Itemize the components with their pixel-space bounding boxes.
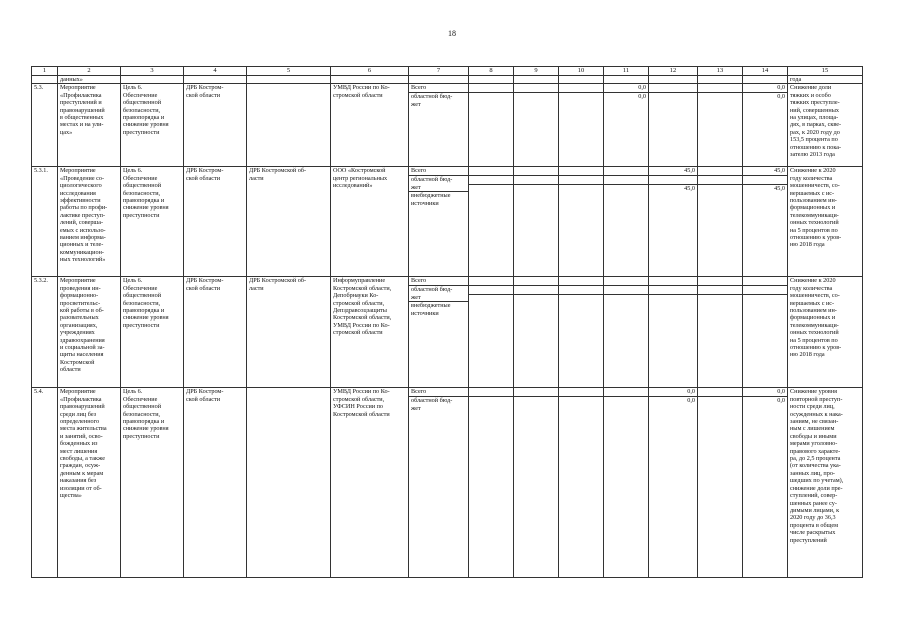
- year-col10-value: [559, 167, 603, 176]
- funding-source-value: внебюджетные источники: [411, 302, 451, 317]
- year-col13-value: [698, 84, 742, 93]
- row-number: 5.3.2.: [32, 277, 58, 388]
- continued-result-text: года: [788, 76, 863, 84]
- header-cell: 10: [559, 67, 604, 76]
- year-col12-value: [649, 295, 697, 303]
- year-col12-value: [649, 93, 697, 101]
- funding-source-cell: [409, 167, 469, 277]
- year-col9-value: [514, 397, 558, 405]
- year-col12-cell: [649, 388, 698, 578]
- expected-result: Снижение доли тяжких и особо тяжких преступле- ний, совершенных на улицах, площа- дях, в парках, скве- рах, к 2020 году до 153,5 процента по отношению к пока- зателю 2013 года: [788, 84, 863, 167]
- total-col14-value: [743, 295, 787, 303]
- year-col11-value: [604, 185, 648, 193]
- year-col12-cell: [649, 84, 698, 167]
- year-col8-cell: [469, 84, 514, 167]
- year-col12-value: [649, 176, 697, 185]
- funding-source-value: областной бюд- жет: [409, 176, 468, 192]
- coordinator: ДРБ Костром- ской области: [184, 388, 247, 578]
- funding-source-value: Всего: [409, 388, 468, 397]
- year-col12-value: [649, 277, 697, 286]
- funding-source-value: Всего: [409, 167, 468, 176]
- year-col9-cell: [514, 167, 559, 277]
- year-col11-value: [604, 397, 648, 405]
- row-number: 5.3.1.: [32, 167, 58, 277]
- empty-cell: [649, 76, 698, 84]
- year-col10-value: [559, 286, 603, 295]
- total-col14-cell: [743, 277, 788, 388]
- year-col11-value: 0,0: [604, 84, 648, 93]
- header-cell: 3: [121, 67, 184, 76]
- funding-source-value: внебюджетные источники: [411, 192, 451, 207]
- year-col10-cell: [559, 84, 604, 167]
- year-col11-value: [604, 176, 648, 185]
- year-col13-cell: [698, 167, 743, 277]
- page-number: 18: [448, 29, 456, 38]
- year-col8-value: [469, 295, 513, 303]
- year-col13-value: [698, 388, 742, 397]
- header-cell: 1: [32, 67, 58, 76]
- year-col11-value: [604, 277, 648, 286]
- year-col11-value: [604, 388, 648, 397]
- header-cell: 8: [469, 67, 514, 76]
- responsible-executor: ДРБ Костромской об- ласти: [247, 167, 331, 277]
- total-col14-value: [743, 176, 787, 185]
- participants: УМВД России по Ко- стромской области, УФСИН России по Костромской области: [331, 388, 409, 578]
- empty-cell: [604, 76, 649, 84]
- empty-cell: [32, 76, 58, 84]
- header-cell: 6: [331, 67, 409, 76]
- year-col13-value: [698, 185, 742, 193]
- continuation-row: [32, 76, 863, 84]
- table-row: [32, 388, 863, 578]
- total-col14-value: [743, 286, 787, 295]
- year-col8-cell: [469, 277, 514, 388]
- header-cell: 5: [247, 67, 331, 76]
- table-row: [32, 84, 863, 167]
- year-col11-cell: [604, 388, 649, 578]
- year-col13-value: [698, 286, 742, 295]
- empty-cell: [698, 76, 743, 84]
- year-col11-cell: [604, 167, 649, 277]
- responsible-executor: ДРБ Костромской об- ласти: [247, 277, 331, 388]
- year-col9-cell: [514, 388, 559, 578]
- year-col11-value: 0,0: [638, 93, 646, 101]
- total-col14-value: [743, 277, 787, 286]
- header-cell: 13: [698, 67, 743, 76]
- year-col12-value: 0,0: [687, 397, 695, 405]
- coordinator: ДРБ Костром- ской области: [184, 84, 247, 167]
- empty-cell: [469, 76, 514, 84]
- year-col10-value: [559, 176, 603, 185]
- table-row: [32, 277, 863, 388]
- year-col12-value: 0,0: [649, 388, 697, 397]
- activity-name: Мероприятие «Проведение со- циологического исследования эффективности работы по профи- лактике преступ- лений, соверша- емых с использо- ванием информа- ционных и теле- коммуникацион- ных технологий»: [58, 167, 121, 277]
- year-col13-value: [698, 295, 742, 303]
- year-col8-value: [469, 388, 513, 397]
- total-col14-value: 0,0: [777, 93, 785, 101]
- year-col12-cell: [649, 167, 698, 277]
- year-col8-value: [469, 277, 513, 286]
- funding-source-value: Всего: [409, 84, 468, 93]
- total-col14-value: 45,0: [743, 167, 787, 176]
- year-col8-value: [469, 286, 513, 295]
- year-col12-value: [649, 286, 697, 295]
- funding-source-cell: [409, 388, 469, 578]
- empty-cell: [743, 76, 788, 84]
- year-col11-cell: [604, 277, 649, 388]
- header-cell: 12: [649, 67, 698, 76]
- empty-cell: [409, 76, 469, 84]
- year-col10-cell: [559, 388, 604, 578]
- empty-cell: [331, 76, 409, 84]
- participants: ООО «Костромской центр региональных исследований»: [331, 167, 409, 277]
- year-col12-cell: [649, 277, 698, 388]
- year-col9-value: [514, 93, 558, 101]
- empty-cell: [514, 76, 559, 84]
- year-col13-value: [698, 176, 742, 185]
- year-col9-value: [514, 167, 558, 176]
- year-col9-cell: [514, 277, 559, 388]
- goal-text: Цель 6. Обеспечение общественной безопасности, правопорядка и снижение уровня преступности: [121, 388, 184, 578]
- coordinator: ДРБ Костром- ской области: [184, 277, 247, 388]
- header-cell: 4: [184, 67, 247, 76]
- year-col9-value: [514, 185, 558, 193]
- activity-name: Мероприятие «Профилактика преступлений и правонарушений в общественных местах и на ули- цах»: [58, 84, 121, 167]
- funding-source-cell: [409, 277, 469, 388]
- year-col10-value: [559, 185, 603, 193]
- year-col8-value: [469, 84, 513, 93]
- expected-result: Снижение к 2020 году количества мошенничеств, со- вершаемых с ис- пользованием ин- формационных и телекоммуникаци- онных технологий на 5 процентов по отношению к уров- ню 2018 года: [788, 167, 863, 277]
- total-col14-value: 0,0: [743, 84, 787, 93]
- header-cell: 9: [514, 67, 559, 76]
- empty-cell: [559, 76, 604, 84]
- total-col14-cell: [743, 167, 788, 277]
- header-cell: 14: [743, 67, 788, 76]
- participants: Информуправление Костромской области, Депобрнауки Ко- стромской области, Депздравсоцзащиты Костромской области, УМВД России по Ко- стромской области: [331, 277, 409, 388]
- year-col10-value: [559, 84, 603, 93]
- year-col10-value: [559, 277, 603, 286]
- header-cell: 2: [58, 67, 121, 76]
- year-col8-cell: [469, 388, 514, 578]
- funding-source-value: областной бюд- жет: [411, 93, 453, 108]
- responsible-executor: [247, 388, 331, 578]
- total-col14-value: 45,0: [774, 185, 785, 193]
- year-col8-value: [469, 176, 513, 185]
- total-col14-value: 0,0: [777, 397, 785, 405]
- year-col10-value: [559, 93, 603, 101]
- header-cell: 15: [788, 67, 863, 76]
- year-col13-value: [698, 277, 742, 286]
- total-col14-cell: [743, 388, 788, 578]
- year-col12-value: 45,0: [684, 185, 695, 193]
- year-col9-value: [514, 277, 558, 286]
- year-col13-cell: [698, 277, 743, 388]
- coordinator: ДРБ Костром- ской области: [184, 167, 247, 277]
- year-col11-value: [604, 295, 648, 303]
- funding-source-value: областной бюд- жет: [411, 397, 453, 412]
- year-col11-value: [604, 167, 648, 176]
- year-col10-value: [559, 295, 603, 303]
- table-row: [32, 167, 863, 277]
- row-number: 5.3.: [32, 84, 58, 167]
- year-col12-value: [649, 84, 697, 93]
- year-col11-value: [604, 286, 648, 295]
- year-col13-value: [698, 397, 742, 405]
- year-col8-value: [469, 93, 513, 101]
- year-col10-value: [559, 397, 603, 405]
- year-col8-cell: [469, 167, 514, 277]
- year-col12-value: 45,0: [649, 167, 697, 176]
- activity-name: Мероприятие «Профилактика правонарушений среди лиц без определенного места жительства и занятий, осво- божденных из мест лишения свободы, а также граждан, осуж- денным к мерам наказания без изоляции от об- щества»: [58, 388, 121, 578]
- expected-result: Снижение уровня повторной преступ- ности среди лиц, осужденных к нака- заниям, не связан- ным с лишением свободы и иными мерами уголовно- правового характе- ра, до 2,5 процента (от количества ука- занных лиц, про- шедших по учетам), снижение доли пре- ступлений, совер- шенных ранее су- димыми лицами, к 2020 году до 36,3 процента в общем числе раскрытых преступлений: [788, 388, 863, 578]
- empty-cell: [184, 76, 247, 84]
- row-number: 5.4.: [32, 388, 58, 578]
- year-col9-value: [514, 84, 558, 93]
- expected-result: Снижение к 2020 году количества мошенничеств, со- вершаемых с ис- пользованием ин- формационных и телекоммуникаци- онных технологий на 5 процентов по отношению к уров- ню 2018 года: [788, 277, 863, 388]
- year-col9-value: [514, 176, 558, 185]
- year-col9-value: [514, 286, 558, 295]
- funding-source-cell: [409, 84, 469, 167]
- program-table: [31, 66, 863, 578]
- funding-source-value: областной бюд- жет: [409, 286, 468, 302]
- total-col14-value: 0,0: [743, 388, 787, 397]
- empty-cell: [121, 76, 184, 84]
- activity-name: Мероприятие проведения ин- формационно- просветительс- кой работы в об- разовательных организациях, учреждениях здравоохранения и социальной за- щиты населения Костромской области: [58, 277, 121, 388]
- continued-activity-text: данных»: [58, 76, 121, 84]
- header-row: [32, 67, 863, 76]
- header-cell: 11: [604, 67, 649, 76]
- year-col13-value: [698, 167, 742, 176]
- year-col8-value: [469, 397, 513, 405]
- header-cell: 7: [409, 67, 469, 76]
- year-col10-cell: [559, 277, 604, 388]
- year-col11-cell: [604, 84, 649, 167]
- year-col9-value: [514, 295, 558, 303]
- year-col13-cell: [698, 84, 743, 167]
- participants: УМВД России по Ко- стромской области: [331, 84, 409, 167]
- year-col13-cell: [698, 388, 743, 578]
- year-col13-value: [698, 93, 742, 101]
- goal-text: Цель 6. Обеспечение общественной безопасности, правопорядка и снижение уровня преступности: [121, 84, 184, 167]
- year-col10-cell: [559, 167, 604, 277]
- funding-source-value: Всего: [409, 277, 468, 286]
- year-col9-cell: [514, 84, 559, 167]
- year-col10-value: [559, 388, 603, 397]
- year-col9-value: [514, 388, 558, 397]
- goal-text: Цель 6. Обеспечение общественной безопасности, правопорядка и снижение уровня преступности: [121, 277, 184, 388]
- empty-cell: [247, 76, 331, 84]
- total-col14-cell: [743, 84, 788, 167]
- year-col8-value: [469, 167, 513, 176]
- responsible-executor: [247, 84, 331, 167]
- year-col8-value: [469, 185, 513, 193]
- goal-text: Цель 6. Обеспечение общественной безопасности, правопорядка и снижение уровня преступности: [121, 167, 184, 277]
